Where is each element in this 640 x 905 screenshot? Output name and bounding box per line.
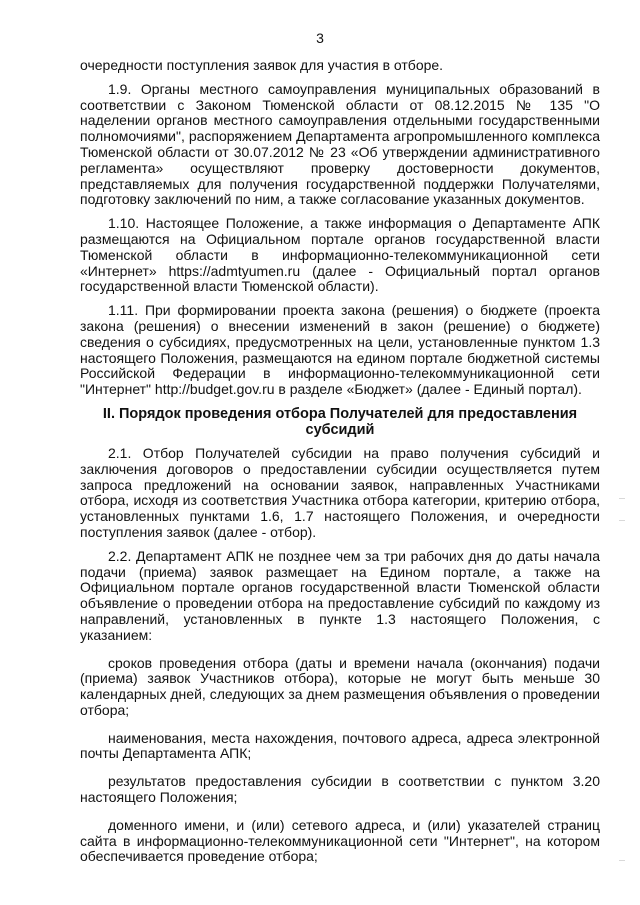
list-item: доменного имени, и (или) сетевого адреса, и (или) указателей страниц сайта в информационно-телекоммуникационной сети "Интернет", на котором обеспечивается проведение отбора; bbox=[80, 816, 600, 865]
paragraph-1-10: 1.10. Настоящее Положение, а также информация о Департаменте АПК размещаются на Официальном портале органов государственной власти Тюменской области в информационно-телекоммуникационной сети «Интернет» https://admtyumen.ru (далее - Официальный портал органов государственной власти Тюменской области). bbox=[80, 215, 600, 295]
announcement-requirements-list bbox=[80, 656, 600, 866]
paragraph-continuation: очередности поступления заявок для участия в отборе. bbox=[80, 57, 444, 73]
page-number: 3 bbox=[316, 30, 324, 46]
list-item: наименования, места нахождения, почтового адреса, адреса электронной почты Департамента АПК; bbox=[80, 729, 600, 762]
list-item: результатов предоставления субсидии в соответствии с пунктом 3.20 настоящего Положения; bbox=[80, 773, 600, 806]
paragraph-1-11: 1.11. При формировании проекта закона (решения) о бюджете (проекта закона (решения) о внесении изменений в закон (решение) о бюджете) сведения о субсидиях, предусмотренных на цели, установленные пунктом 1.3 настоящего Положения, размещаются на едином портале бюджетной системы Российской Федерации в информационно-телекоммуникационной сети "Интернет" http://budget.gov.ru в разделе «Бюджет» (далее - Единый портал). bbox=[80, 302, 600, 398]
page-content bbox=[80, 58, 600, 877]
margin-mark bbox=[619, 860, 625, 861]
paragraph-2-1: 2.1. Отбор Получателей субсидии на право получения субсидий и заключения договоров о предоставлении субсидии осуществляется путем запроса предложений на основании заявок, направленных Участниками отбора, исходя из соответствия Участника отбора категории, критерию отбора, установленных пунктами 1.6, 1.7 настоящего Положения, и очередности поступления заявок (далее - отбор). bbox=[80, 444, 600, 540]
list-item: сроков проведения отбора (даты и времени начала (окончания) подачи (приема) заявок Участников отбора), которые не могут быть меньше 30 календарных дней, следующих за днем размещения объявления о проведении отбора; bbox=[80, 654, 600, 718]
paragraph-1-9: 1.9. Органы местного самоуправления муниципальных образований в соответствии с Законом Тюменской области от 08.12.2015 № 135 "О наделении органов местного самоуправления отдельными государственными полномочиями", распоряжением Департамента агропромышленного комплекса Тюменской области от 30.07.2012 № 23 «Об утверждении административного регламента» осуществляют проверку достоверности документов, представляемых для получения государственной поддержки Получателями, подготовку заключений по ним, а также согласование указанных документов. bbox=[80, 80, 600, 208]
section-heading: II. Порядок проведения отбора Получателей для предоставления субсидий bbox=[102, 405, 578, 438]
paragraph-2-2: 2.2. Департамент АПК не позднее чем за три рабочих дня до даты начала подачи (приема) заявок размещает на Едином портале, а также на Официальном портале органов государственной власти Тюменской области объявление о проведении отбора на предоставление субсидий по каждому из направлений, установленных в пункте 1.3 настоящего Положения, с указанием: bbox=[80, 547, 600, 643]
margin-mark bbox=[619, 520, 625, 521]
margin-mark bbox=[619, 498, 625, 499]
